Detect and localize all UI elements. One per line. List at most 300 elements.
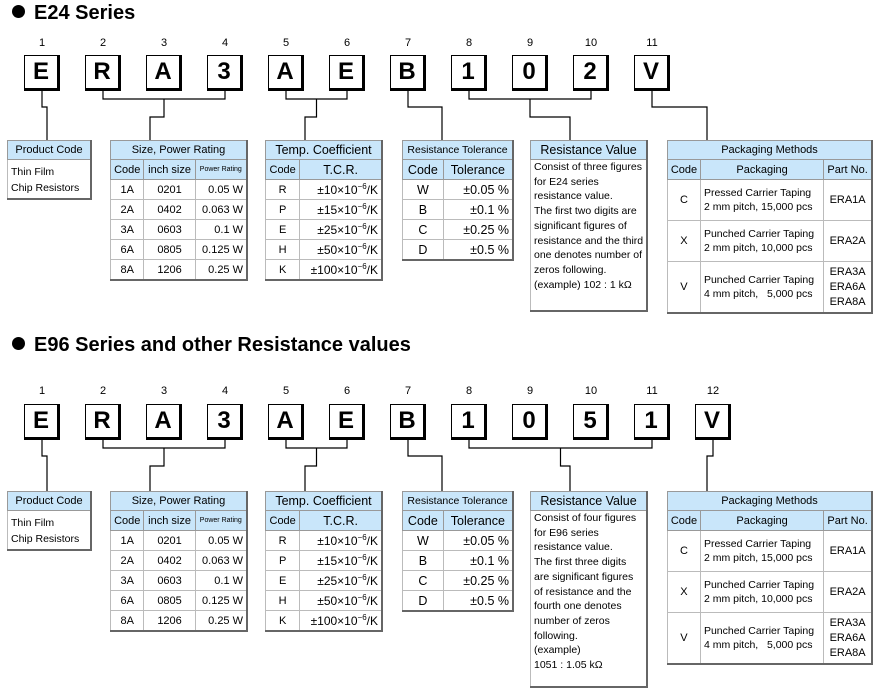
table-cell: H bbox=[266, 591, 300, 611]
tcr-unit: /K bbox=[366, 203, 378, 217]
position-number: 9 bbox=[526, 37, 534, 49]
tcr-mantissa: ±100×10 bbox=[310, 263, 358, 277]
part-number-cell bbox=[824, 262, 872, 314]
column-header: Packaging bbox=[700, 160, 823, 180]
table-cell: C bbox=[668, 531, 701, 572]
desc-line: The first three digits bbox=[534, 556, 627, 569]
table-cell: ±0.1 % bbox=[443, 200, 513, 220]
table-cell: R bbox=[266, 180, 300, 200]
temp-coefficient-table bbox=[265, 491, 383, 632]
resistance-value-table bbox=[530, 491, 648, 688]
part-number: ERA2A bbox=[829, 234, 866, 247]
tcr-exponent: −6 bbox=[357, 262, 367, 271]
table-cell: P bbox=[266, 551, 300, 571]
code-character-box: B bbox=[390, 404, 426, 440]
part-number: ERA1A bbox=[829, 544, 866, 557]
column-header: inch size bbox=[144, 160, 195, 180]
position-number: 4 bbox=[221, 385, 229, 397]
table-cell: 2A bbox=[111, 200, 144, 220]
tcr-mantissa: ±50×10 bbox=[317, 243, 358, 257]
tcr-exponent: −6 bbox=[357, 202, 367, 211]
table-cell: ±0.05 % bbox=[443, 180, 513, 200]
table-cell: H bbox=[266, 240, 300, 260]
tcr-mantissa: ±25×10 bbox=[317, 223, 358, 237]
part-number-cell bbox=[824, 221, 872, 262]
position-number: 5 bbox=[282, 385, 290, 397]
desc-line: zeros following. bbox=[534, 263, 607, 276]
column-header: T.C.R. bbox=[300, 511, 382, 531]
tcr-mantissa: ±25×10 bbox=[317, 574, 358, 588]
tcr-exponent: −6 bbox=[357, 593, 367, 602]
code-character-box: E bbox=[329, 55, 365, 91]
section bbox=[0, 0, 891, 345]
code-character-box: R bbox=[85, 55, 121, 91]
tcr-value bbox=[300, 531, 382, 551]
table-row bbox=[111, 200, 248, 220]
table-row bbox=[111, 240, 248, 260]
table-row bbox=[668, 221, 873, 262]
code-character-box: B bbox=[390, 55, 426, 91]
table-title: Product Code bbox=[8, 141, 92, 160]
packaging-desc bbox=[700, 180, 823, 221]
position-number: 9 bbox=[526, 385, 534, 397]
tcr-exponent: −6 bbox=[357, 573, 367, 582]
column-header: T.C.R. bbox=[300, 160, 382, 180]
table-cell: 0201 bbox=[144, 531, 195, 551]
code-character-box: 2 bbox=[573, 55, 609, 91]
connector-line bbox=[305, 99, 317, 140]
connector-line bbox=[469, 91, 591, 99]
desc-line: Punched Carrier Taping bbox=[703, 274, 815, 286]
position-number: 6 bbox=[343, 37, 351, 49]
part-number: ERA3A bbox=[829, 265, 866, 278]
table-cell: ±0.25 % bbox=[443, 571, 513, 591]
connector-line bbox=[469, 440, 652, 448]
desc-line: (example) 102 : 1 kΩ bbox=[534, 278, 632, 291]
column-header: Power Rating bbox=[195, 160, 247, 180]
table-row bbox=[111, 531, 248, 551]
table-row bbox=[111, 260, 248, 281]
tcr-exponent: −6 bbox=[357, 182, 367, 191]
desc-line: fourth one denotes bbox=[534, 600, 622, 613]
table-cell: D bbox=[403, 240, 444, 261]
table-cell: R bbox=[266, 531, 300, 551]
tcr-mantissa: ±10×10 bbox=[317, 183, 358, 197]
table-cell: ±0.5 % bbox=[443, 240, 513, 261]
table-cell: P bbox=[266, 200, 300, 220]
table-cell: 0402 bbox=[144, 551, 195, 571]
table-cell: 1A bbox=[111, 531, 144, 551]
resistance-value-table bbox=[530, 140, 648, 312]
desc-line: Chip Resistors bbox=[11, 182, 80, 194]
desc-line: 2 mm pitch, 10,000 pcs bbox=[703, 242, 813, 254]
table-cell: 0.05 W bbox=[195, 180, 247, 200]
table-row bbox=[403, 240, 514, 261]
tcr-exponent: −6 bbox=[357, 553, 367, 562]
table-row bbox=[266, 551, 383, 571]
table-title: Temp. Coefficient bbox=[266, 141, 383, 160]
column-header: Tolerance bbox=[443, 160, 513, 180]
table-cell: X bbox=[668, 572, 701, 613]
column-header: Code bbox=[266, 511, 300, 531]
code-character-box: V bbox=[695, 404, 731, 440]
connector-line bbox=[42, 440, 47, 491]
tcr-value bbox=[300, 180, 382, 200]
packaging-desc bbox=[700, 613, 823, 665]
code-character-box: 3 bbox=[207, 404, 243, 440]
tcr-value bbox=[300, 200, 382, 220]
tcr-mantissa: ±100×10 bbox=[310, 614, 358, 628]
temp-coefficient-table bbox=[265, 140, 383, 281]
desc-line: for E96 series bbox=[534, 526, 599, 539]
position-number: 6 bbox=[343, 385, 351, 397]
table-cell: 0603 bbox=[144, 220, 195, 240]
table-row bbox=[111, 611, 248, 632]
position-number: 2 bbox=[99, 37, 107, 49]
part-number: ERA6A bbox=[829, 631, 866, 644]
position-number: 1 bbox=[38, 37, 46, 49]
position-number: 3 bbox=[160, 385, 168, 397]
desc-line: resistance and the third bbox=[534, 234, 644, 247]
column-header: Tolerance bbox=[443, 511, 513, 531]
table-title: Resistance Tolerance bbox=[403, 141, 514, 160]
table-row bbox=[403, 591, 514, 612]
column-header: Code bbox=[403, 511, 444, 531]
table-row bbox=[668, 262, 873, 314]
packaging-methods-table bbox=[667, 491, 873, 665]
desc-line: for E24 series bbox=[534, 175, 599, 188]
code-character-box: 3 bbox=[207, 55, 243, 91]
table-cell: 6A bbox=[111, 591, 144, 611]
resistance-value-desc bbox=[531, 511, 648, 688]
table-row bbox=[403, 200, 514, 220]
table-cell: B bbox=[403, 551, 444, 571]
table-row bbox=[403, 551, 514, 571]
desc-line: following. bbox=[534, 629, 578, 642]
table-cell: V bbox=[668, 613, 701, 665]
code-character-box: A bbox=[146, 404, 182, 440]
part-number: ERA8A bbox=[829, 295, 866, 308]
packaging-methods-table bbox=[667, 140, 873, 314]
table-title: Product Code bbox=[8, 492, 92, 511]
table-cell: 1206 bbox=[144, 611, 195, 632]
packaging-desc bbox=[700, 531, 823, 572]
table-row bbox=[266, 591, 383, 611]
tcr-unit: /K bbox=[366, 554, 378, 568]
table-row bbox=[111, 180, 248, 200]
size-power-table bbox=[110, 140, 248, 281]
product-code-table bbox=[7, 491, 92, 551]
desc-line: Chip Resistors bbox=[11, 533, 80, 545]
table-row bbox=[403, 220, 514, 240]
position-number: 11 bbox=[646, 37, 658, 49]
table-row bbox=[403, 571, 514, 591]
tcr-exponent: −6 bbox=[357, 613, 367, 622]
resistance-value-desc bbox=[531, 160, 648, 312]
code-character-box: A bbox=[268, 55, 304, 91]
position-number: 7 bbox=[404, 37, 412, 49]
connector-line bbox=[561, 448, 571, 491]
column-header: Code bbox=[111, 160, 144, 180]
tcr-value bbox=[300, 591, 382, 611]
tcr-value bbox=[300, 220, 382, 240]
connector-line bbox=[103, 91, 225, 99]
connector-line bbox=[408, 440, 442, 491]
desc-line: 2 mm pitch, 15,000 pcs bbox=[703, 552, 813, 564]
column-header: Code bbox=[111, 511, 144, 531]
code-character-box: V bbox=[634, 55, 670, 91]
desc-line: are significant figures bbox=[534, 570, 634, 583]
tcr-unit: /K bbox=[366, 574, 378, 588]
desc-line: of resistance and the bbox=[534, 585, 632, 598]
tcr-mantissa: ±10×10 bbox=[317, 534, 358, 548]
connector-line bbox=[42, 91, 47, 140]
desc-line: Punched Carrier Taping bbox=[703, 625, 815, 637]
table-cell: B bbox=[403, 200, 444, 220]
desc-line: 4 mm pitch, 5,000 pcs bbox=[703, 288, 813, 300]
tcr-value bbox=[300, 260, 382, 281]
tolerance-table bbox=[402, 140, 514, 261]
part-number: ERA1A bbox=[829, 193, 866, 206]
code-character-box: 0 bbox=[512, 55, 548, 91]
tcr-mantissa: ±50×10 bbox=[317, 594, 358, 608]
table-cell: D bbox=[403, 591, 444, 612]
product-code-desc bbox=[8, 511, 92, 551]
table-cell: 0.1 W bbox=[195, 220, 247, 240]
tolerance-table bbox=[402, 491, 514, 612]
product-code-table bbox=[7, 140, 92, 200]
table-row bbox=[668, 613, 873, 665]
desc-line: one denotes number of bbox=[534, 249, 642, 262]
table-cell: ±0.05 % bbox=[443, 531, 513, 551]
section-title-text: E24 Series bbox=[34, 2, 136, 24]
table-row bbox=[403, 180, 514, 200]
position-number: 2 bbox=[99, 385, 107, 397]
desc-line: Thin Film bbox=[11, 166, 55, 178]
code-character-box: 1 bbox=[451, 404, 487, 440]
tcr-value bbox=[300, 611, 382, 632]
table-cell: 8A bbox=[111, 260, 144, 281]
tcr-exponent: −6 bbox=[357, 222, 367, 231]
tcr-unit: /K bbox=[366, 534, 378, 548]
table-cell: ±0.5 % bbox=[443, 591, 513, 612]
table-row bbox=[668, 531, 873, 572]
tcr-unit: /K bbox=[366, 223, 378, 237]
table-row bbox=[111, 220, 248, 240]
desc-line: Pressed Carrier Taping bbox=[703, 187, 812, 199]
table-cell: 3A bbox=[111, 571, 144, 591]
size-power-table bbox=[110, 491, 248, 632]
table-cell: 0.1 W bbox=[195, 571, 247, 591]
code-character-box: 1 bbox=[451, 55, 487, 91]
connector-line bbox=[150, 448, 164, 491]
table-row bbox=[266, 531, 383, 551]
code-character-box: E bbox=[24, 55, 60, 91]
table-row bbox=[403, 531, 514, 551]
table-row bbox=[111, 571, 248, 591]
connector-line bbox=[530, 99, 570, 140]
product-code-desc bbox=[8, 160, 92, 200]
part-number: ERA6A bbox=[829, 280, 866, 293]
table-row bbox=[668, 180, 873, 221]
table-cell: C bbox=[403, 220, 444, 240]
connector-line bbox=[707, 440, 713, 491]
code-character-box: A bbox=[146, 55, 182, 91]
table-cell: 1206 bbox=[144, 260, 195, 281]
desc-line: The first two digits are bbox=[534, 205, 637, 218]
table-cell: 0.05 W bbox=[195, 531, 247, 551]
column-header: Code bbox=[266, 160, 300, 180]
position-number: 3 bbox=[160, 37, 168, 49]
table-title: Size, Power Rating bbox=[111, 141, 248, 160]
desc-line: resistance value. bbox=[534, 541, 613, 554]
table-cell: 8A bbox=[111, 611, 144, 632]
table-cell: 0805 bbox=[144, 240, 195, 260]
table-cell: 0.25 W bbox=[195, 611, 247, 632]
desc-line: Pressed Carrier Taping bbox=[703, 538, 812, 550]
table-title: Packaging Methods bbox=[668, 141, 873, 160]
tcr-unit: /K bbox=[366, 614, 378, 628]
connector-line bbox=[286, 440, 347, 448]
connector-line bbox=[652, 91, 707, 140]
table-cell: ±0.25 % bbox=[443, 220, 513, 240]
table-row bbox=[111, 591, 248, 611]
position-number: 7 bbox=[404, 385, 412, 397]
code-character-box: 1 bbox=[634, 404, 670, 440]
table-row bbox=[266, 260, 383, 281]
tcr-mantissa: ±15×10 bbox=[317, 203, 358, 217]
position-number: 5 bbox=[282, 37, 290, 49]
table-title: Resistance Tolerance bbox=[403, 492, 514, 511]
connector-line bbox=[305, 448, 317, 491]
column-header: Code bbox=[403, 160, 444, 180]
desc-line: Punched Carrier Taping bbox=[703, 579, 815, 591]
desc-line: 1051 : 1.05 kΩ bbox=[534, 659, 603, 672]
column-header: Part No. bbox=[824, 160, 872, 180]
column-header: Power Rating bbox=[195, 511, 247, 531]
table-cell: 3A bbox=[111, 220, 144, 240]
table-cell: 6A bbox=[111, 240, 144, 260]
table-cell: 1A bbox=[111, 180, 144, 200]
part-number: ERA3A bbox=[829, 616, 866, 629]
packaging-desc bbox=[700, 221, 823, 262]
connector-line bbox=[150, 99, 164, 140]
tcr-value bbox=[300, 571, 382, 591]
table-title: Size, Power Rating bbox=[111, 492, 248, 511]
table-title: Temp. Coefficient bbox=[266, 492, 383, 511]
table-cell: 0.125 W bbox=[195, 240, 247, 260]
table-cell: E bbox=[266, 571, 300, 591]
table-cell: W bbox=[403, 531, 444, 551]
table-cell: V bbox=[668, 262, 701, 314]
table-row bbox=[266, 180, 383, 200]
position-number: 12 bbox=[706, 385, 720, 397]
desc-line: 4 mm pitch, 5,000 pcs bbox=[703, 639, 813, 651]
position-number: 10 bbox=[584, 385, 598, 397]
table-cell: C bbox=[403, 571, 444, 591]
code-character-box: E bbox=[24, 404, 60, 440]
table-title: Packaging Methods bbox=[668, 492, 873, 511]
table-cell: K bbox=[266, 260, 300, 281]
part-number-cell bbox=[824, 531, 872, 572]
packaging-desc bbox=[700, 572, 823, 613]
packaging-desc bbox=[700, 262, 823, 314]
desc-line: 2 mm pitch, 15,000 pcs bbox=[703, 201, 813, 213]
table-cell: 2A bbox=[111, 551, 144, 571]
table-title: Resistance Value bbox=[531, 141, 648, 160]
table-cell: 0201 bbox=[144, 180, 195, 200]
position-number: 10 bbox=[584, 37, 598, 49]
table-cell: K bbox=[266, 611, 300, 632]
table-cell: 0.063 W bbox=[195, 551, 247, 571]
desc-line: significant figures of bbox=[534, 219, 627, 232]
section-title-text: E96 Series and other Resistance values bbox=[34, 334, 411, 356]
table-row bbox=[111, 551, 248, 571]
table-cell: 0805 bbox=[144, 591, 195, 611]
code-character-box: E bbox=[329, 404, 365, 440]
table-title: Resistance Value bbox=[531, 492, 648, 511]
table-cell: 0603 bbox=[144, 571, 195, 591]
desc-line: 2 mm pitch, 10,000 pcs bbox=[703, 593, 813, 605]
table-row bbox=[266, 611, 383, 632]
part-number-cell bbox=[824, 613, 872, 665]
connector-line bbox=[286, 91, 347, 99]
desc-line: Consist of three figures bbox=[534, 161, 642, 173]
position-number: 11 bbox=[646, 385, 658, 397]
code-character-box: R bbox=[85, 404, 121, 440]
table-row bbox=[668, 572, 873, 613]
connector-line bbox=[408, 91, 442, 140]
tcr-mantissa: ±15×10 bbox=[317, 554, 358, 568]
table-row bbox=[266, 200, 383, 220]
column-header: Code bbox=[668, 511, 701, 531]
table-row bbox=[266, 571, 383, 591]
tcr-value bbox=[300, 240, 382, 260]
desc-line: Punched Carrier Taping bbox=[703, 228, 815, 240]
table-cell: ±0.1 % bbox=[443, 551, 513, 571]
column-header: Part No. bbox=[824, 511, 872, 531]
tcr-unit: /K bbox=[366, 243, 378, 257]
code-character-box: 5 bbox=[573, 404, 609, 440]
table-cell: W bbox=[403, 180, 444, 200]
table-cell: 0.125 W bbox=[195, 591, 247, 611]
part-number-cell bbox=[824, 180, 872, 221]
column-header: inch size bbox=[144, 511, 195, 531]
position-number: 8 bbox=[465, 385, 473, 397]
desc-line: Thin Film bbox=[11, 517, 55, 529]
position-number: 1 bbox=[38, 385, 46, 397]
tcr-exponent: −6 bbox=[357, 242, 367, 251]
tcr-unit: /K bbox=[366, 594, 378, 608]
desc-line: number of zeros bbox=[534, 614, 610, 627]
tcr-exponent: −6 bbox=[357, 533, 367, 542]
tcr-unit: /K bbox=[366, 183, 378, 197]
table-cell: 0.063 W bbox=[195, 200, 247, 220]
desc-line: resistance value. bbox=[534, 190, 613, 203]
part-number-cell bbox=[824, 572, 872, 613]
column-header: Code bbox=[668, 160, 701, 180]
code-character-box: 0 bbox=[512, 404, 548, 440]
table-cell: 0.25 W bbox=[195, 260, 247, 281]
section bbox=[0, 332, 891, 677]
connector-line bbox=[103, 440, 225, 448]
column-header: Packaging bbox=[700, 511, 823, 531]
desc-line: Consist of four figures bbox=[534, 512, 637, 524]
table-cell: C bbox=[668, 180, 701, 221]
table-row bbox=[266, 240, 383, 260]
table-cell: 0402 bbox=[144, 200, 195, 220]
desc-line: (example) bbox=[534, 644, 581, 657]
